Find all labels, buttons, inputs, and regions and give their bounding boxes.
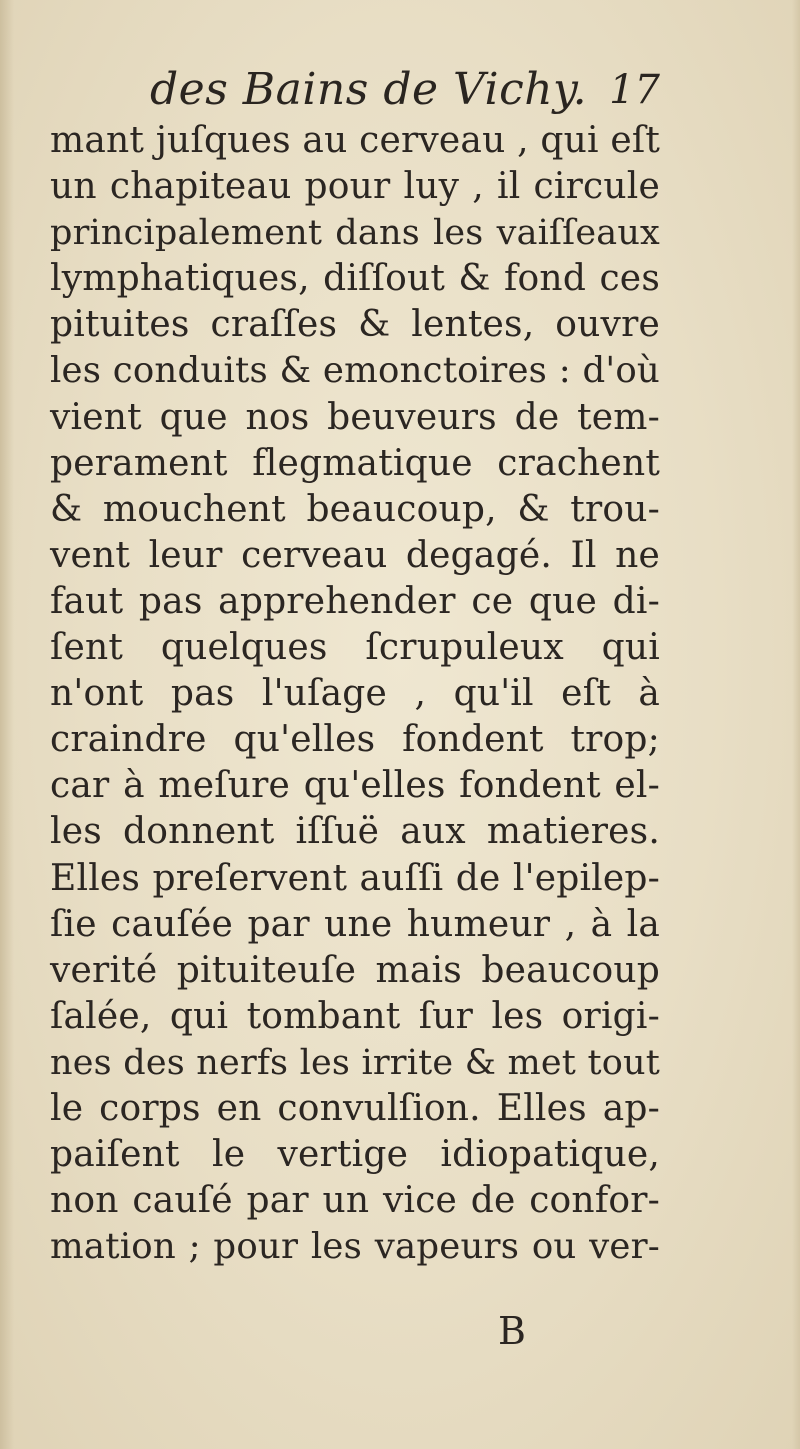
- text-line: n'ont pas l'uſage , qu'il eſt à: [50, 673, 660, 715]
- text-line: paiſent le vertige idiopatique,: [50, 1134, 660, 1176]
- text-line: verité pituiteuſe mais beaucoup: [50, 949, 660, 991]
- text-line: les conduits & emonctoires : d'où: [50, 350, 660, 392]
- signature-mark: B: [498, 1309, 526, 1353]
- text-line: faut pas apprehender ce que di-: [50, 580, 660, 622]
- text-line: Elles preſervent auſſi de l'epilep-: [50, 857, 660, 899]
- text-line: craindre qu'elles fondent trop;: [50, 719, 660, 761]
- text-line: un chapiteau pour luy , il circule: [50, 166, 660, 208]
- page-number: 17: [609, 67, 660, 113]
- text-line: principalement dans les vaiſſeaux: [50, 213, 660, 254]
- text-line: ſent quelques ſcrupuleux qui: [50, 627, 660, 669]
- text-line: nes des nerfs les irrite & met tout: [50, 1042, 660, 1083]
- running-title: des Bains de Vichy.: [150, 64, 588, 115]
- text-line: perament flegmatique crachent: [50, 442, 660, 484]
- text-line: non cauſé par un vice de confor-: [50, 1180, 660, 1222]
- text-line: ſie cauſée par une humeur , à la: [50, 903, 660, 945]
- text-line: vent leur cerveau degagé. Il ne: [50, 534, 660, 576]
- text-line: mant juſques au cerveau , qui eſt: [50, 120, 661, 161]
- text-line: le corps en convulſion. Elles ap-: [50, 1087, 660, 1129]
- spine-shadow: [0, 0, 14, 1449]
- text-line: lymphatiques, diſſout & fond ces: [50, 258, 660, 300]
- text-line: pituites craſſes & lentes, ouvre: [50, 304, 660, 346]
- text-line: ſalée, qui tombant ſur les origi-: [50, 995, 660, 1037]
- text-line: mation ; pour les vapeurs ou ver-: [50, 1226, 660, 1268]
- text-line: vient que nos beuveurs de tem-: [50, 396, 660, 438]
- text-line: les donnent iſſuë aux matieres.: [50, 811, 660, 853]
- text-line: car à meſure qu'elles fondent el-: [50, 765, 660, 807]
- running-head: [150, 62, 660, 118]
- text-line: & mouchent beaucoup, & trou-: [50, 488, 660, 530]
- page-edge: [792, 0, 800, 1449]
- body-text: [50, 118, 660, 1270]
